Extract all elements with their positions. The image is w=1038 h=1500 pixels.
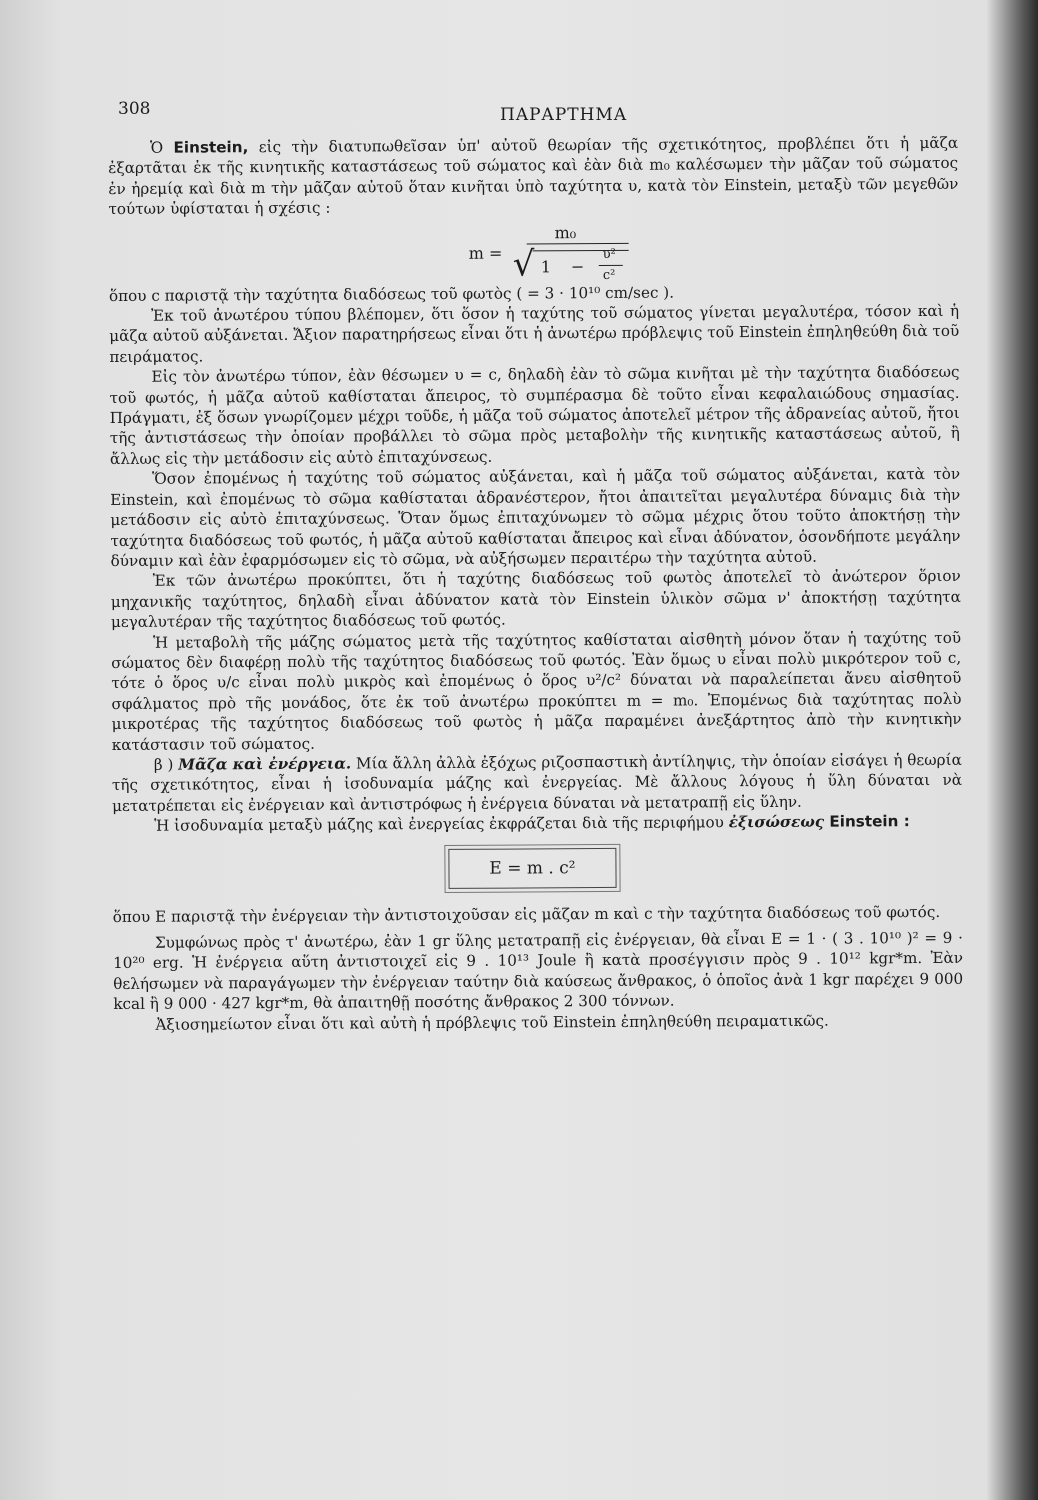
paragraph-3: Ἐκ τοῦ ἀνωτέρου τύπου βλέπομεν, ὅτι ὅσον ἡ ταχύτης τοῦ σώματος γίνεται μεγαλυτέρα, τόσον καὶ ἡ μᾶζα αὐτοῦ αὐξάνεται. Ἄξιον παρατηρήσεως εἶναι ὅτι ἡ ἀνωτέρω πρόβλεψις τοῦ Einstein ἐπηληθεύθη διὰ τοῦ πειράματος. <box>109 301 960 366</box>
paragraph-8: β ) Μᾶζα καὶ ἐνέργεια. Μία ἄλλη ἀλλὰ ἐξόχως ριζοσπαστικὴ ἀντίληψις, τὴν ὁποίαν εἰσάγει ἡ θεωρία τῆς σχετικότητος, εἶναι ἡ ἰσοδυναμία μάζης καὶ ἐνεργείας. Μὲ ἄλλους λόγους ἡ ὕλη δύναται νὰ μετατρέπεται εἰς ἐνέργειαν καὶ ἀντιστρόφως ἡ ἐνέργεια δύναται νὰ μετατραπῇ εἰς ὕλην. <box>111 750 962 815</box>
paragraph-1: Ὁ Einstein, εἰς τὴν διατυπωθεῖσαν ὑπ' αὐτοῦ θεωρίαν τῆς σχετικότητος, προβλέπει ὅτι ἡ μᾶζα ἐξαρτᾶται ἐκ τῆς κινητικῆς καταστάσεως τοῦ σώματος καὶ ἐὰν διὰ m₀ καλέσωμεν τὴν μᾶζαν τοῦ σώματος ἐν ἠρεμίᾳ καὶ διὰ m τὴν μᾶζαν αὐτοῦ ὅταν κινῆται ὑπὸ ταχύτητα υ, κατὰ τὸν Einstein, μεταξὺ τῶν μεγεθῶν τούτων ὑφίσταται ἡ σχέσις : <box>108 133 959 219</box>
paragraph-6: Ἐκ τῶν ἀνωτέρω προκύπτει, ὅτι ἡ ταχύτης διαδόσεως τοῦ φωτὸς ἀποτελεῖ τὸ ἀνώτερον ὅριον μηχανικῆς ταχύτητος, δηλαδὴ εἶναι ἀδύνατον κατὰ τὸν Einstein ὑλικὸν σῶμα ν' ἀποκτήσῃ ταχύτητα μεγαλυτέραν τῆς ταχύτητος διαδόσεως τοῦ φωτός. <box>110 567 961 632</box>
mass-energy-equation-box: E = m . c² <box>448 848 616 889</box>
page-body <box>108 133 963 1035</box>
relativistic-mass-formula <box>109 216 959 285</box>
formula-c-squared: c² <box>602 267 616 283</box>
paragraph-5: Ὅσον ἐπομένως ἡ ταχύτης τοῦ σώματος αὐξάνεται, καὶ ἡ μᾶζα τοῦ σώματος αὐξάνεται, κατὰ τὸν Einstein, καὶ ἐπομένως τὸ σῶμα καθίσταται ἀδρανέστερον, ἤτοι ἀπαιτεῖται μεγαλυτέρα δύναμις διὰ τὴν μετάδοσιν εἰς αὐτὸ ἐπιταχύνσεως. Ὅταν ὅμως ἐπιταχύνωμεν τὸ σῶμα μέχρις ὅτου τοῦτο ἀποκτήσῃ τὴν ταχύτητα διαδόσεως τοῦ φωτός, ἡ μᾶζα αὐτοῦ καθίσταται ἄπειρος καὶ εἶναι ἀδύνατον, ὁσονδήποτε μεγάλην δύναμιν καὶ ἐὰν ἐφαρμόσωμεν εἰς τὸ σῶμα, νὰ αὐξήσωμεν περαιτέρω τὴν ταχύτητα αὐτοῦ. <box>110 465 961 570</box>
formula-v-squared: υ² <box>602 246 616 262</box>
section-title: Μᾶζα καὶ ἐνέργεια. <box>178 754 352 774</box>
paragraph-2: ὅπου c παριστᾷ τὴν ταχύτητα διαδόσεως τοῦ φωτὸς ( = 3 · 10¹⁰ cm/sec ). <box>108 283 675 305</box>
paragraph-7: Ἡ μεταβολὴ τῆς μάζης σώματος μετὰ τῆς ταχύτητος καθίσταται αἰσθητὴ μόνον ὅταν ἡ ταχύτης τοῦ σώματος δὲν διαφέρῃ πολὺ τῆς ταχύτητος διαδόσεως τοῦ φωτός. Ἐὰν ὅμως υ εἶναι πολὺ μικρότερον τοῦ c, τότε ὁ ὅρος υ/c εἶναι πολὺ μικρὸς καὶ ἐπομένως ὁ ὅρος υ²/c² δύναται νὰ παραλείπεται ἄνευ αἰσθητοῦ σφάλματος πρὸ τῆς μονάδος, ὅτε ἐκ τοῦ ἀνωτέρω προκύπτει m = m₀. Ἐπομένως διὰ ταχύτητας πολὺ μικροτέρας τῆς ταχύτητος διαδόσεως τοῦ φωτὸς ἡ μᾶζα παραμένει ἀνεξάρτητος ἀπὸ τὴν κινητικὴν κατάστασιν τοῦ σώματος. <box>111 628 962 754</box>
formula-lhs: m = <box>468 243 503 263</box>
running-title: ΠΑΡΑΡΤΗΜΑ <box>500 105 628 125</box>
page-number: 308 <box>118 99 151 119</box>
formula-minus: − <box>570 256 585 276</box>
paragraph-4: Εἰς τὸν ἀνωτέρω τύπον, ἐὰν θέσωμεν υ = c, δηλαδὴ ἐὰν τὸ σῶμα κινῆται μὲ τὴν ταχύτητα διαδόσεως τοῦ φωτός, ἡ μᾶζα αὐτοῦ καθίσταται ἄπειρος, τὸ συμπέρασμα δὲ τοῦτο εἶναι κεφαλαιώδους σημασίας. Πράγματι, ἐξ ὅσων γνωρίζομεν μέχρι τοῦδε, ἡ μᾶζα τοῦ σώματος ἀποτελεῖ μέτρον τῆς ἀδρανείας αὐτοῦ, ἤτοι τῆς ἀντιστάσεως τὴν ὁποίαν προβάλλει τὸ σῶμα πρὸς μεταβολὴν τῆς κινητικῆς καταστάσεως αὐτοῦ, ἢ ἄλλως εἰς τὴν μετάδοσιν εἰς αὐτὸ ἐπιταχύνσεως. <box>109 363 960 468</box>
paragraph-9: Ἡ ἰσοδυναμία μεταξὺ μάζης καὶ ἐνεργείας ἐκφράζεται διὰ τῆς περιφήμου ἐξισώσεως Einstein : <box>154 812 910 835</box>
formula-one: 1 <box>540 256 552 276</box>
sqrt-sign-icon: √ <box>512 244 535 285</box>
paragraph-12: Ἀξιοσημείωτον εἶναι ὅτι καὶ αὐτὴ ἡ πρόβλεψις τοῦ Einstein ἐπηληθεύθη πειραματικῶς. <box>155 1011 829 1034</box>
paragraph-11: Συμφώνως πρὸς τ' ἀνωτέρω, ἐὰν 1 gr ὕλης μετατραπῇ εἰς ἐνέργειαν, θὰ εἶναι E = 1 · ( 3 . 10¹⁰ )² = 9 · 10²⁰ erg. Ἡ ἐνέργεια αὕτη ἀντιστοιχεῖ εἰς 9 . 10¹³ Joule ἢ κατὰ προσέγγισιν πρὸς 9 . 10¹² kgr*m. Ἐὰν θελήσωμεν νὰ παραγάγωμεν τὴν ἐνέργειαν ταύτην διὰ καύσεως ἄνθρακος, ὁ ὁποῖος ἀνὰ 1 kgr παρέχει 9 000 kcal ἢ 9 000 · 427 kgr*m, θὰ ἀπαιτηθῇ ποσότης ἄνθρακος 2 300 τόννων. <box>112 928 964 1014</box>
equation-row <box>112 831 962 906</box>
paragraph-10: ὅπου E παριστᾷ τὴν ἐνέργειαν τὴν ἀντιστοιχοῦσαν εἰς μᾶζαν m καὶ c τὴν ταχύτητα διαδόσεως τοῦ φωτός. <box>112 902 941 926</box>
formula-numerator: m₀ <box>554 222 577 242</box>
einstein-bold: Einstein, <box>173 138 249 157</box>
